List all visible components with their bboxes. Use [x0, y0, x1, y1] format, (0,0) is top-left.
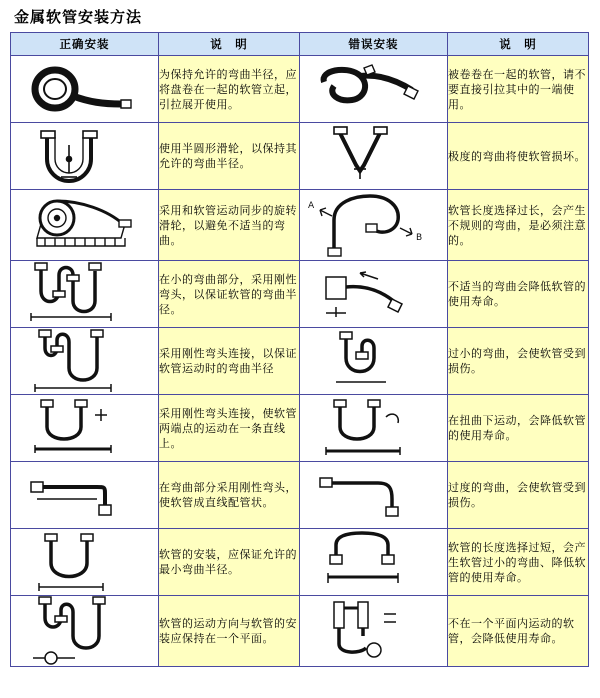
figure-hose-sharp-v-bend	[300, 123, 448, 190]
figure-coiled-hose-standing-roll	[11, 56, 159, 123]
small-bend-radius-icon	[300, 330, 447, 392]
figure-motion-direction-same-plane	[11, 596, 159, 667]
description-correct: 软管的安装，应保证允许的最小弯曲半径。	[159, 529, 300, 596]
description-wrong: 过小的弯曲，会使软管受到损伤。	[448, 328, 589, 395]
figure-rigid-elbow-straight-line-motion	[11, 395, 159, 462]
column-header-description-wrong: 说 明	[448, 33, 589, 56]
figure-hose-length-too-short	[300, 529, 448, 596]
table-row	[11, 395, 589, 462]
figure-hose-on-synchronized-rotating-pulley	[11, 190, 159, 261]
figure-hose-minimum-bend-radius-u	[11, 529, 159, 596]
semicircular-sheave-icon	[11, 125, 158, 187]
hose-too-short-icon	[300, 531, 447, 593]
column-header-wrong-install: 错误安装	[300, 33, 448, 56]
figure-hose-too-long-irregular-bend	[300, 190, 448, 261]
table-row	[11, 261, 589, 328]
table-row	[11, 56, 589, 123]
figure-over-bending-damage	[300, 462, 448, 529]
rigid-elbow-u-icon	[11, 328, 158, 394]
table-row	[11, 190, 589, 261]
figure-improper-bend-short-life	[300, 261, 448, 328]
description-correct: 在弯曲部分采用刚性弯头，使软管成直线配管状。	[159, 462, 300, 529]
same-plane-motion-icon	[11, 596, 158, 666]
page-title: 金属软管安装方法	[14, 8, 143, 26]
description-wrong: 软管的长度选择过短，会产生软管过小的弯曲、降低软管的使用寿命。	[448, 529, 589, 596]
rotating-pulley-icon	[11, 194, 158, 256]
figure-rigid-elbow-straight-piping	[11, 462, 159, 529]
description-correct: 在小的弯曲部分，采用刚性弯头，以保证软管的弯曲半径。	[159, 261, 300, 328]
description-wrong: 不适当的弯曲会降低软管的使用寿命。	[448, 261, 589, 328]
svg-text:B: B	[416, 233, 423, 243]
minimum-bend-radius-icon	[11, 531, 158, 593]
coiled-hose-pulled-icon	[300, 60, 447, 118]
description-correct: 采用刚性弯头连接，使软管两端点的运动在一条直线上。	[159, 395, 300, 462]
rigid-elbow-icon	[11, 261, 158, 327]
description-correct: 为保持允许的弯曲半径，应将盘卷在一起的软管立起，引拉展开使用。	[159, 56, 300, 123]
description-wrong: 不在一个平面内运动的软管，会降低使用寿命。	[448, 596, 589, 667]
description-wrong: 被卷卷在一起的软管，请不要直接引拉其中的一端使用。	[448, 56, 589, 123]
hose-installation-table	[10, 32, 589, 667]
sharp-v-bend-icon	[300, 125, 447, 187]
figure-coiled-hose-pulled-one-end	[300, 56, 448, 123]
table-row	[11, 123, 589, 190]
description-wrong: 极度的弯曲将使软管损坏。	[448, 123, 589, 190]
out-of-plane-motion-icon	[300, 596, 447, 666]
table-row	[11, 529, 589, 596]
description-wrong: 在扭曲下运动，会降低软管的使用寿命。	[448, 395, 589, 462]
column-header-correct-install: 正确安装	[11, 33, 159, 56]
twisting-motion-icon	[300, 397, 447, 459]
description-correct: 采用刚性弯头连接，以保证软管运动时的弯曲半径	[159, 328, 300, 395]
table-header-row	[11, 33, 589, 56]
coiled-hose-icon	[11, 60, 158, 118]
table-row	[11, 462, 589, 529]
column-header-description-correct: 说 明	[159, 33, 300, 56]
description-correct: 使用半圆形滑轮，以保持其允许的弯曲半径。	[159, 123, 300, 190]
description-correct: 软管的运动方向与软管的安装应保持在一个平面。	[159, 596, 300, 667]
over-bending-icon	[300, 469, 447, 521]
straight-piping-icon	[11, 469, 158, 521]
figure-motion-out-of-plane	[300, 596, 448, 667]
figure-rigid-elbow-u-connection	[11, 328, 159, 395]
straight-line-motion-icon	[11, 397, 158, 459]
improper-bend-icon	[300, 263, 447, 325]
figure-too-small-bend-radius	[300, 328, 448, 395]
figure-hose-twisting-motion	[300, 395, 448, 462]
figure-rigid-elbow-at-small-bend	[11, 261, 159, 328]
figure-hose-over-semicircular-sheave	[11, 123, 159, 190]
table-row	[11, 596, 589, 667]
description-wrong: 软管长度选择过长，会产生不规则的弯曲，是必须注意的。	[448, 190, 589, 261]
svg-text:A: A	[308, 201, 315, 211]
description-wrong: 过度的弯曲，会使软管受到损伤。	[448, 462, 589, 529]
table-row	[11, 328, 589, 395]
too-long-hose-icon	[300, 190, 447, 260]
description-correct: 采用和软管运动同步的旋转滑轮，以避免不适当的弯曲。	[159, 190, 300, 261]
